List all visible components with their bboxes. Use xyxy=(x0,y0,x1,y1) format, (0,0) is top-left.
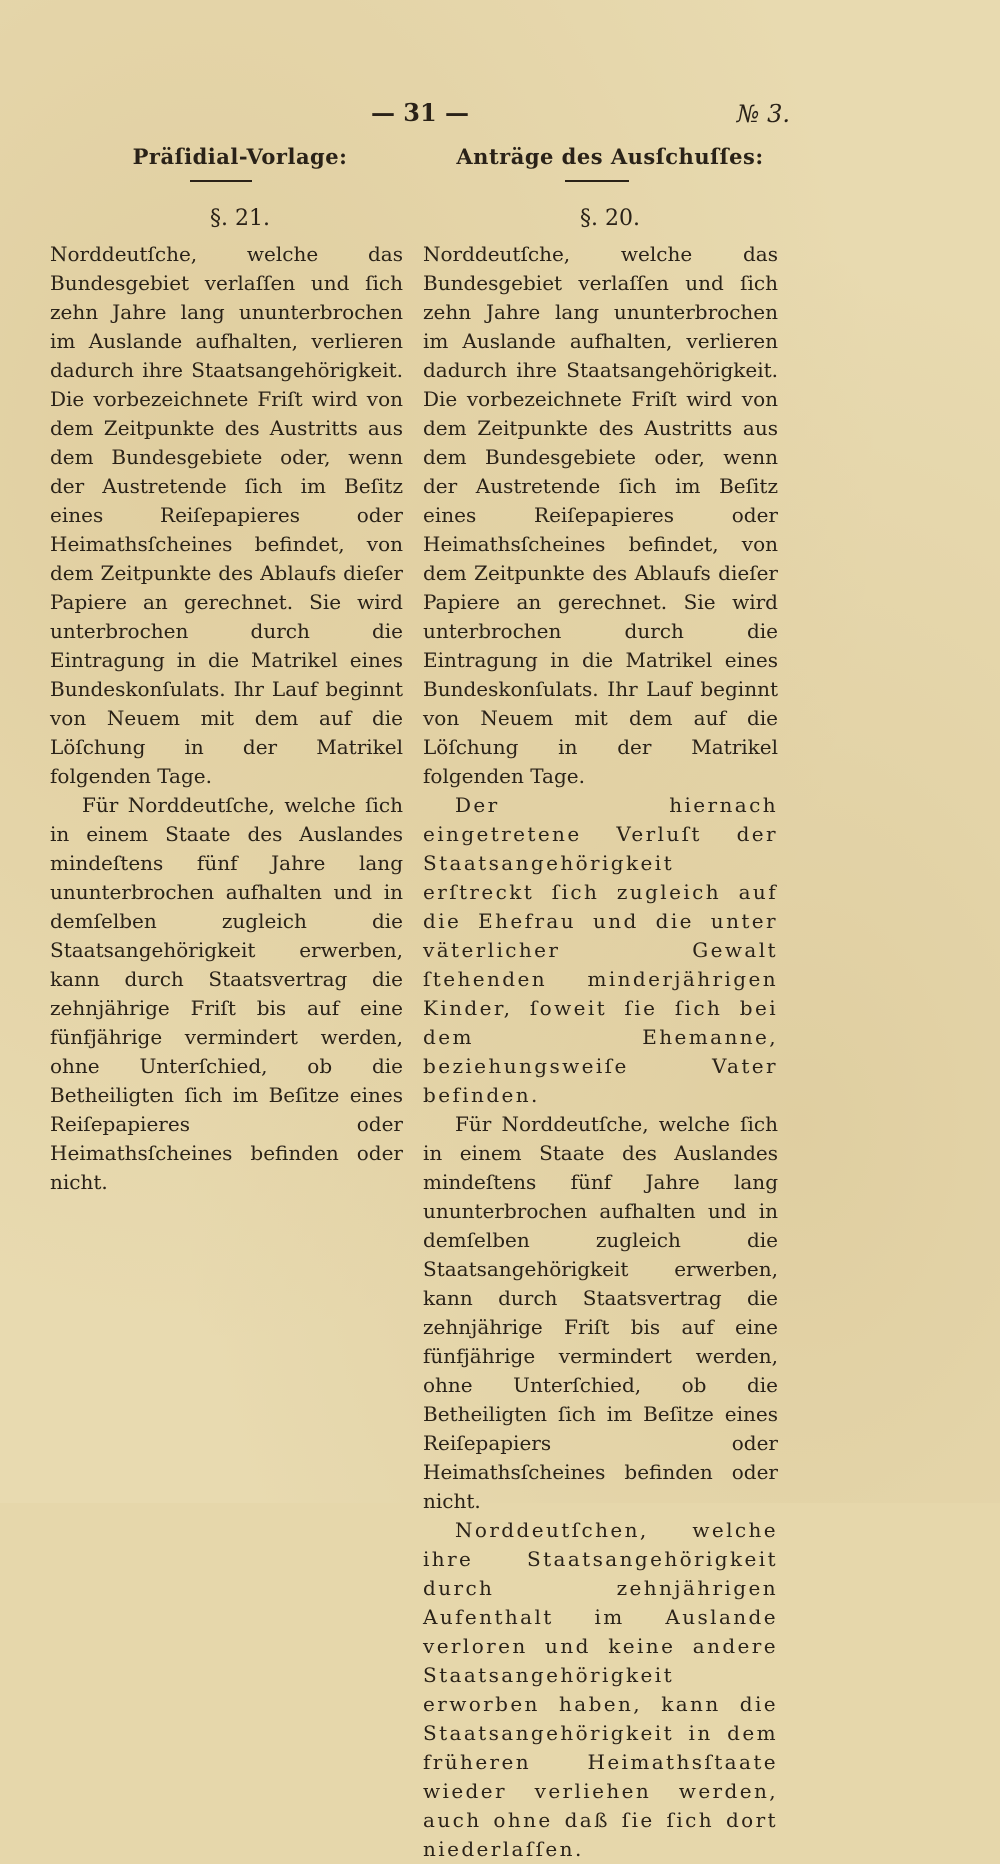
left-paragraph-2: Für Norddeutſche, welche ſich in einem Staate des Auslandes mindeſtens fünf Jahre lang ununterbrochen aufhalten und in demſelben zugleich die Staatsangehörigkeit erwerben, kann durch Staatsvertrag die zehnjährige Friſt bis auf eine fünfjährige vermindert werden, ohne Unterſchied, ob die Betheiligten ſich im Beſitze eines Reiſepapieres oder Heimathsſcheines befinden oder nicht. xyxy=(50,793,403,1194)
right-column-heading: Anträge des Ausſchuſſes: xyxy=(456,144,764,169)
right-paragraph-1: Norddeutſche, welche das Bundesgebiet verlaſſen und ſich zehn Jahre lang ununterbrochen im Auslande aufhalten, verlieren dadurch ihre Staatsangehörigkeit. Die vorbezeichnete Friſt wird von dem Zeitpunkte des Austritts aus dem Bundesgebiete oder, wenn der Austretende ſich im Beſitz eines Reiſepapieres oder Heimathsſcheines befindet, von dem Zeitpunkte des Ablaufs dieſer Papiere an gerechnet. Sie wird unterbrochen durch die Eintragung in die Matrikel eines Bundeskonſulats. Ihr Lauf beginnt von Neuem mit dem auf die Löſchung in der Matrikel folgenden Tage. xyxy=(423,242,778,788)
left-column-text xyxy=(50,240,403,1197)
left-column-heading: Präſidial-Vorlage: xyxy=(132,144,348,169)
right-paragraph-4: Norddeutſchen, welche ihre Staatsangehörigkeit durch zehnjährigen Aufenthalt im Auslande verloren und keine andere Staatsangehörigkeit erworben haben, kann die Staatsangehörigkeit in dem früheren Heimathsſtaate wieder verliehen werden, auch ohne daß ſie ſich dort niederlaſſen. xyxy=(423,1518,778,1861)
right-heading-rule xyxy=(565,180,629,182)
right-section-number: §. 20. xyxy=(580,206,640,231)
right-column-text xyxy=(423,240,778,1864)
right-paragraph-3: Für Norddeutſche, welche ſich in einem Staate des Auslandes mindeſtens fünf Jahre lang ununterbrochen aufhalten und in demſelben zugleich die Staatsangehörigkeit erwerben, kann durch Staatsvertrag die zehnjährige Friſt bis auf eine fünfjährige vermindert werden, ohne Unterſchied, ob die Betheiligten ſich im Beſitze eines Reiſepapiers oder Heimathsſcheines befinden oder nicht. xyxy=(423,1112,778,1513)
issue-number: № 3. xyxy=(736,100,790,128)
left-heading-rule xyxy=(190,180,252,182)
page-number: — 31 — xyxy=(370,98,470,127)
left-section-number: §. 21. xyxy=(210,206,270,231)
right-paragraph-2: Der hiernach eingetretene Verluſt der Staatsangehörigkeit erſtreckt ſich zugleich auf die Ehefrau und die unter väterlicher Gewalt ſtehenden minderjährigen Kinder, ſoweit ſie ſich bei dem Ehemanne, beziehungsweiſe Vater befinden. xyxy=(423,793,778,1107)
left-paragraph-1: Norddeutſche, welche das Bundesgebiet verlaſſen und ſich zehn Jahre lang ununterbrochen im Auslande aufhalten, verlieren dadurch ihre Staatsangehörigkeit. Die vorbezeichnete Friſt wird von dem Zeitpunkte des Austritts aus dem Bundesgebiete oder, wenn der Austretende ſich im Beſitz eines Reiſepapieres oder Heimathsſcheines befindet, von dem Zeitpunkte des Ablaufs dieſer Papiere an gerechnet. Sie wird unterbrochen durch die Eintragung in die Matrikel eines Bundeskonſulats. Ihr Lauf beginnt von Neuem mit dem auf die Löſchung in der Matrikel folgenden Tage. xyxy=(50,242,403,788)
